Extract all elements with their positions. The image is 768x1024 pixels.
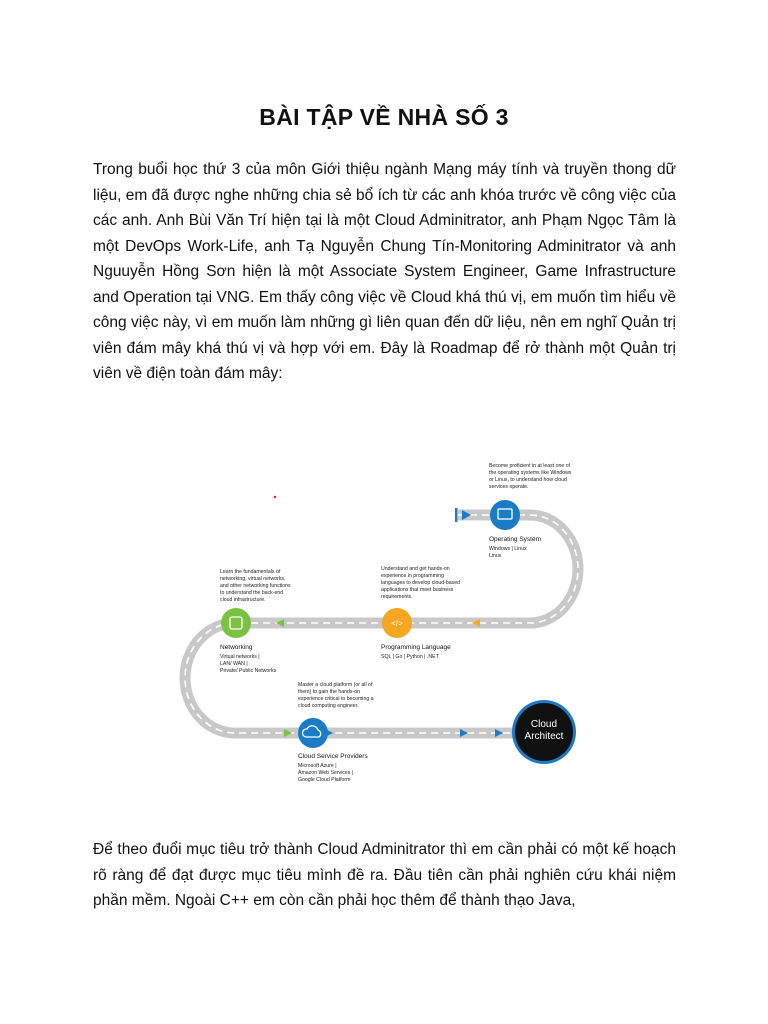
goal-line-2: Architect <box>524 731 564 742</box>
pl-desc-line: languages to develop cloud-based <box>381 580 461 586</box>
pl-desc-line: experience in programming <box>381 573 444 579</box>
os-desc-line: Become proficient in at least one of <box>489 463 571 469</box>
csp-desc-line: cloud computing engineer. <box>298 703 359 709</box>
csp-item: Amazon Web Services | <box>298 770 354 776</box>
pl-item: SQL | Go | Python | .NET <box>381 654 439 660</box>
csp-item: Microsoft Azure | <box>298 763 337 769</box>
pl-desc-line: requirements. <box>381 594 413 600</box>
svg-text:Become proficient in at least <box>489 463 573 490</box>
os-item: Linux <box>489 553 502 559</box>
csp-title: Cloud Service Providers <box>298 753 368 760</box>
net-item: LAN/ WAN | <box>220 661 248 667</box>
csp-desc-line: them) to gain the hands-on <box>298 689 361 695</box>
svg-text:Understand and get hands-on <box>381 566 461 600</box>
net-desc-line: networking, virtual networks, <box>220 576 286 582</box>
pl-title: Programming Language <box>381 644 451 651</box>
svg-text:Learn the fundamentals of <box>220 569 292 603</box>
net-desc-line: Learn the fundamentals of <box>220 569 281 575</box>
goal-line-1: Cloud <box>530 719 558 730</box>
net-desc-line: to understand the back-end <box>220 590 284 596</box>
os-item: Windows | Linux <box>489 546 527 552</box>
red-dot <box>274 496 276 498</box>
svg-text:Virtual networks | L <box>220 654 277 674</box>
code-icon: </> <box>391 619 403 628</box>
programming-language-node <box>381 566 461 660</box>
os-desc-line: or Linux, to understand how cloud <box>489 477 567 483</box>
net-desc-line: and other networking functions <box>220 583 291 589</box>
os-title: Operating System <box>489 536 542 543</box>
svg-text:Microsoft Azure | Am <box>298 763 355 783</box>
csp-desc-line: Master a cloud platform (or all of <box>298 682 373 688</box>
net-item: Private/ Public Networks <box>220 668 277 674</box>
os-desc-line: services operate. <box>489 484 529 490</box>
net-item: Virtual networks | <box>220 654 260 660</box>
cloud-architect-goal <box>512 700 576 764</box>
csp-item: Google Cloud Platform <box>298 777 351 783</box>
cloud-roadmap-figure <box>150 440 620 795</box>
os-desc-line: the operating systems like Windows <box>489 470 572 476</box>
svg-text:Windows | Linux Linu <box>489 546 528 559</box>
pl-desc-line: Understand and get hands-on <box>381 566 450 572</box>
net-title: Networking <box>220 644 253 651</box>
net-desc-line: cloud infrastructure. <box>220 597 266 603</box>
pl-desc-line: applications that meet business <box>381 587 454 593</box>
page-title: BÀI TẬP VỀ NHÀ SỐ 3 <box>259 104 509 130</box>
svg-text:Master a cloud platform (or al <box>298 682 375 709</box>
intro-paragraph: Trong buổi học thứ 3 của môn Giới thiệu ngành Mạng máy tính và truyền thong dữ liệu, em đã được nghe những chia sẻ bổ ích từ các anh khóa trước về công việc của các anh. Anh Bùi Văn Trí hiện tại là một Cloud Adminitrator, anh Phạm Ngọc Tâm là một DevOps Work-Life, anh Tạ Nguyễn Chung Tín-Monitoring Adminitrator và anh Nguuyễn Hồng Sơn hiện là một Associate System Engineer, Game Infrastructure and Operation tại VNG. Em thấy công việc về Cloud khá thú vị, em muốn tìm hiểu về công việc này, vì em muốn làm những gì liên quan đến dữ liệu, nên em nghĩ Quản trị viên đám mây khá thú vị và hợp với em. Đây là Roadmap để rở thành một Quản trị viên về điện toàn đám mây: <box>93 161 676 382</box>
csp-desc-line: experience critical to becoming a <box>298 696 374 702</box>
plan-paragraph: Để theo đuổi mục tiêu trở thành Cloud Adminitrator thì em cần phải có một kế hoạch rõ ràng để đạt được mục tiêu mình đề ra. Đầu tiên cần phải nghiên cứu khái niệm phần mềm. Ngoài C++ em còn cần phải học thêm để thành thạo Java, <box>93 841 676 909</box>
